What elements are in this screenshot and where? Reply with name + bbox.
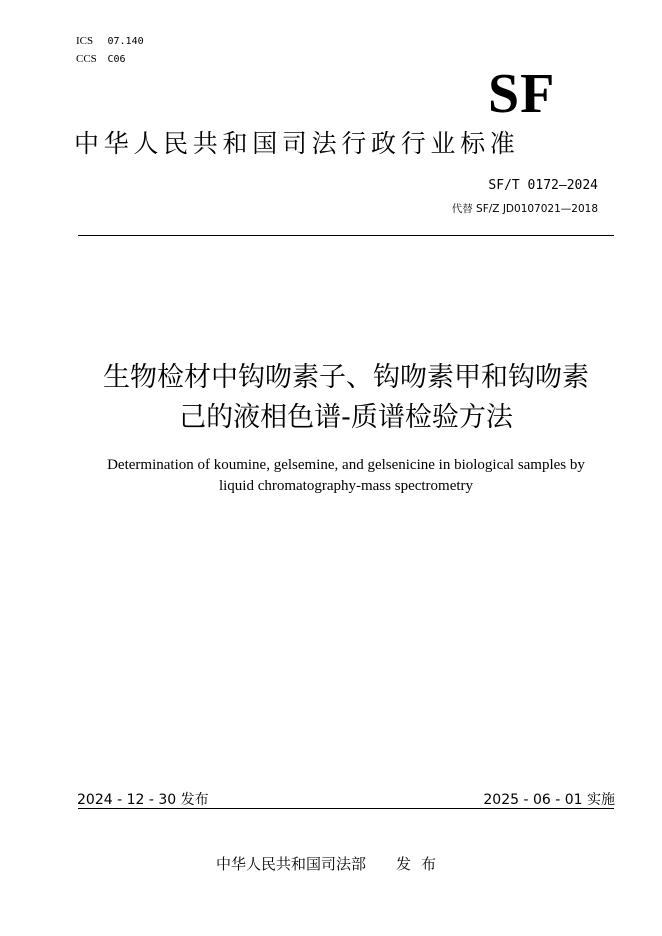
issuer-name: 中华人民共和国司法部 xyxy=(215,855,366,873)
ccs-label: CCS xyxy=(76,53,97,65)
english-title xyxy=(60,455,632,497)
issuer-verb: 发布 xyxy=(396,855,447,873)
standard-code: SF/T 0172—2024 xyxy=(488,178,598,193)
implementation-date: 2025 - 06 - 01 实施 xyxy=(483,792,615,808)
english-title-line-2: liquid chromatography-mass spectrometry xyxy=(218,478,474,494)
standard-category-title: 中华人民共和国司法行政行业标准 xyxy=(74,129,520,158)
chinese-title xyxy=(60,358,632,438)
ccs-value: C06 xyxy=(107,54,126,65)
ics-label: ICS xyxy=(76,35,94,47)
footer-divider xyxy=(78,808,614,809)
issue-date: 2024 - 12 - 30 发布 xyxy=(77,792,209,808)
sf-logo: SF xyxy=(488,63,556,125)
chinese-title-line-1: 生物检材中钩吻素子、钩吻素甲和钩吻素 xyxy=(103,362,589,393)
issuing-authority xyxy=(0,853,662,874)
replaces-standard: 代替 SF/Z JD0107021—2018 xyxy=(451,203,598,215)
header-divider xyxy=(78,235,614,236)
classification-codes xyxy=(76,32,144,68)
chinese-title-line-2: 己的液相色谱-质谱检验方法 xyxy=(179,402,513,433)
ics-row xyxy=(76,32,144,50)
english-title-line-1: Determination of koumine, gelsemine, and gelsenicine in biological samples by xyxy=(107,457,585,473)
ccs-row xyxy=(76,50,144,68)
ics-value: 07.140 xyxy=(107,36,144,47)
